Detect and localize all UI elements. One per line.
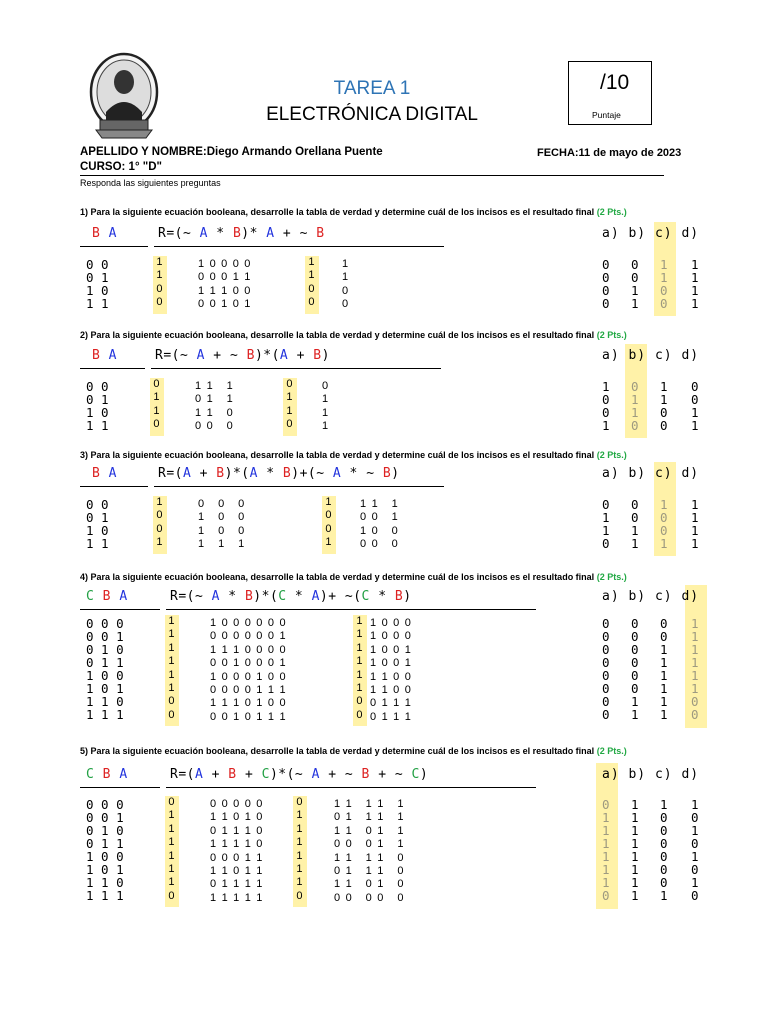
answer-option-a: 0 1 1 1 1 1 1 0	[602, 797, 610, 903]
intermediate-result-column: 1 1 0 0	[305, 256, 319, 314]
prompt-text: 3) Para la siguiente ecuación booleana, desarrolle la tabla de verdad y determine cuál de los incisos es el resultado final	[80, 450, 595, 460]
header-underline	[151, 368, 441, 369]
table-input-header: B A	[92, 466, 117, 481]
instructions: Responda las siguientes preguntas	[80, 178, 221, 188]
score-label: Puntaje	[592, 110, 621, 120]
answer-option-a: 0 0 0 0	[602, 257, 610, 311]
answer-option-d: 0 0 1 1	[691, 379, 699, 433]
table-input-header: C B A	[86, 767, 128, 782]
input-values: 0 0 0 1 1 0 1 1	[86, 379, 109, 433]
prompt-text: 1) Para la siguiente ecuación booleana, desarrolle la tabla de verdad y determine cuál de los incisos es el resultado final	[80, 207, 595, 217]
answer-options-header: a) b) c) d)	[602, 767, 700, 782]
result-column: 1 1 1 1 1 1 0 0	[165, 615, 179, 726]
intermediate-result-column: 1 1 1 1 1 1 0 0	[353, 615, 367, 726]
header-divider	[80, 175, 664, 176]
question-prompt	[80, 450, 627, 460]
score-value: /10	[600, 71, 630, 94]
result-column: 0 1 1 1 1 1 1 0	[165, 796, 179, 907]
header-underline	[166, 787, 536, 788]
header-underline	[154, 246, 444, 247]
input-values: 0 0 0 1 1 0 1 1	[86, 497, 109, 551]
header-underline	[166, 609, 536, 610]
answer-option-a: 0 0 0 0 0 0 0 0	[602, 616, 610, 722]
input-values: 0 0 0 1 1 0 1 1	[86, 257, 109, 311]
answer-option-d: 1 1 1 1 1 1 0 0	[691, 616, 699, 722]
answer-option-a: 0 1 1 0	[602, 497, 610, 551]
intermediate-result-column: 0 1 1 1 1 1 1 0	[293, 796, 307, 907]
prompt-text: 5) Para la siguiente ecuación booleana, desarrolle la tabla de verdad y determine cuál de los incisos es el resultado final	[80, 746, 595, 756]
input-values: 0 0 0 0 0 1 0 1 0 0 1 1 1 0 0 1 0 1 1 1 0 1 1 1	[86, 797, 124, 903]
answer-option-b: 0 0 0 0 0 0 1 1	[631, 616, 639, 722]
header-underline	[80, 246, 148, 247]
answer-option-b: 1 1 1 1 1 1 1 1	[631, 797, 639, 903]
points-label: (2 Pts.)	[596, 450, 627, 460]
intermediate-values-right: 1 1 0 0	[342, 258, 350, 311]
intermediate-values: 1 0 0 0 0 0 0 0 0 0 0 0 0 1 1 1 1 0 0 0 0 0 0 1 0 0 0 1 1 0 0 0 1 0 0 0 0 0 0 1 1 1 1 1 1 0 1 0 0 0 0 1 0 1 1 1	[210, 617, 287, 723]
header-underline	[80, 787, 160, 788]
result-column: 1 0 0 1	[153, 496, 167, 554]
course: CURSO: 1° "D"	[80, 161, 162, 173]
answer-options-header: a) b) c) d)	[602, 226, 700, 241]
intermediate-values-right: 0 1 1 1	[322, 380, 330, 433]
points-label: (2 Pts.)	[596, 330, 627, 340]
boolean-equation: R=(~ A * B)* A + ~ B	[158, 226, 325, 241]
school-seal-logo	[88, 50, 160, 140]
result-column: 0 1 1 0	[150, 378, 164, 436]
intermediate-values: 0 0 0 1 0 0 1 0 0 1 1 1	[198, 498, 246, 551]
answer-option-c: 1 1 0 0	[660, 379, 668, 433]
points-label: (2 Pts.)	[596, 746, 627, 756]
header-underline	[80, 486, 148, 487]
answer-option-d: 1 1 1 1	[691, 497, 699, 551]
answer-option-d: 1 1 1 1	[691, 257, 699, 311]
answer-options-header: a) b) c) d)	[602, 466, 700, 481]
intermediate-values-right: 1 1 1 1 1 0 1 1 1 1 1 1 0 1 1 0 0 0 1 1 1 1 1 1 0 0 1 1 1 0 1 1 0 1 0 0 0 0 0 0	[334, 798, 405, 904]
boolean-equation: R=(~ A * B)*(C * A)+ ~(C * B)	[170, 589, 412, 604]
intermediate-values: 1 0 0 0 0 0 0 0 1 1 1 1 1 0 0 0 0 1 0 1	[198, 258, 252, 311]
answer-option-c: 0 0 1 1 1 1 1 1	[660, 616, 668, 722]
points-label: (2 Pts.)	[596, 207, 627, 217]
boolean-equation: R=(~ A + ~ B)*(A + B)	[155, 348, 330, 363]
intermediate-values: 0 0 0 0 0 1 1 0 1 0 0 1 1 1 0 1 1 1 1 0 0 0 0 1 1 1 1 0 1 1 0 1 1 1 1 1 1 1 1 1	[210, 798, 264, 904]
prompt-text: 2) Para la siguiente ecuación booleana, desarrolle la tabla de verdad y determine cuál de los incisos es el resultado final	[80, 330, 595, 340]
answer-option-b: 0 0 1 1	[631, 497, 639, 551]
answer-option-b: 0 1 1 0	[631, 379, 639, 433]
result-column: 1 1 0 0	[153, 256, 167, 314]
question-prompt	[80, 746, 627, 756]
answer-option-c: 1 0 0 0 0 0 0 1	[660, 797, 668, 903]
assignment-title: TAREA 1	[333, 78, 411, 99]
question-prompt	[80, 330, 627, 340]
answer-option-b: 0 0 1 1	[631, 257, 639, 311]
table-input-header: C B A	[86, 589, 128, 604]
boolean-equation: R=(A + B)*(A * B)+(~ A * ~ B)	[158, 466, 400, 481]
answer-option-c: 1 1 0 0	[660, 257, 668, 311]
intermediate-values: 1 1 1 0 1 1 1 1 0 0 0 0	[195, 380, 234, 433]
student-name: APELLIDO Y NOMBRE:Diego Armando Orellana Puente	[80, 146, 383, 158]
header-underline	[80, 368, 145, 369]
date: FECHA:11 de mayo de 2023	[537, 147, 682, 159]
subject-title: ELECTRÓNICA DIGITAL	[266, 104, 478, 125]
intermediate-result-column: 0 1 1 0	[283, 378, 297, 436]
question-prompt	[80, 572, 627, 582]
prompt-text: 4) Para la siguiente ecuación booleana, desarrolle la tabla de verdad y determine cuál de los incisos es el resultado final	[80, 572, 595, 582]
boolean-equation: R=(A + B + C)*(~ A + ~ B + ~ C)	[170, 767, 429, 782]
input-values: 0 0 0 0 0 1 0 1 0 0 1 1 1 0 0 1 0 1 1 1 0 1 1 1	[86, 616, 124, 722]
intermediate-values-right: 1 1 1 0 0 1 1 0 0 0 0 0	[360, 498, 399, 551]
table-input-header: B A	[92, 226, 117, 241]
intermediate-values-right: 1 0 0 0 1 0 0 0 1 0 0 1 1 0 0 1 1 1 0 0 1 1 0 0 0 1 1 1 0 1 1 1	[370, 617, 413, 723]
answer-option-c: 1 0 0 1	[660, 497, 668, 551]
answer-option-a: 1 0 0 1	[602, 379, 610, 433]
intermediate-result-column: 1 0 0 1	[322, 496, 336, 554]
answer-options-header: a) b) c) d)	[602, 589, 700, 604]
header-underline	[80, 609, 160, 610]
header-underline	[154, 486, 444, 487]
points-label: (2 Pts.)	[596, 572, 627, 582]
answer-options-header: a) b) c) d)	[602, 348, 700, 363]
table-input-header: B A	[92, 348, 117, 363]
question-prompt	[80, 207, 627, 217]
answer-option-d: 1 0 1 0 1 0 1 0	[691, 797, 699, 903]
